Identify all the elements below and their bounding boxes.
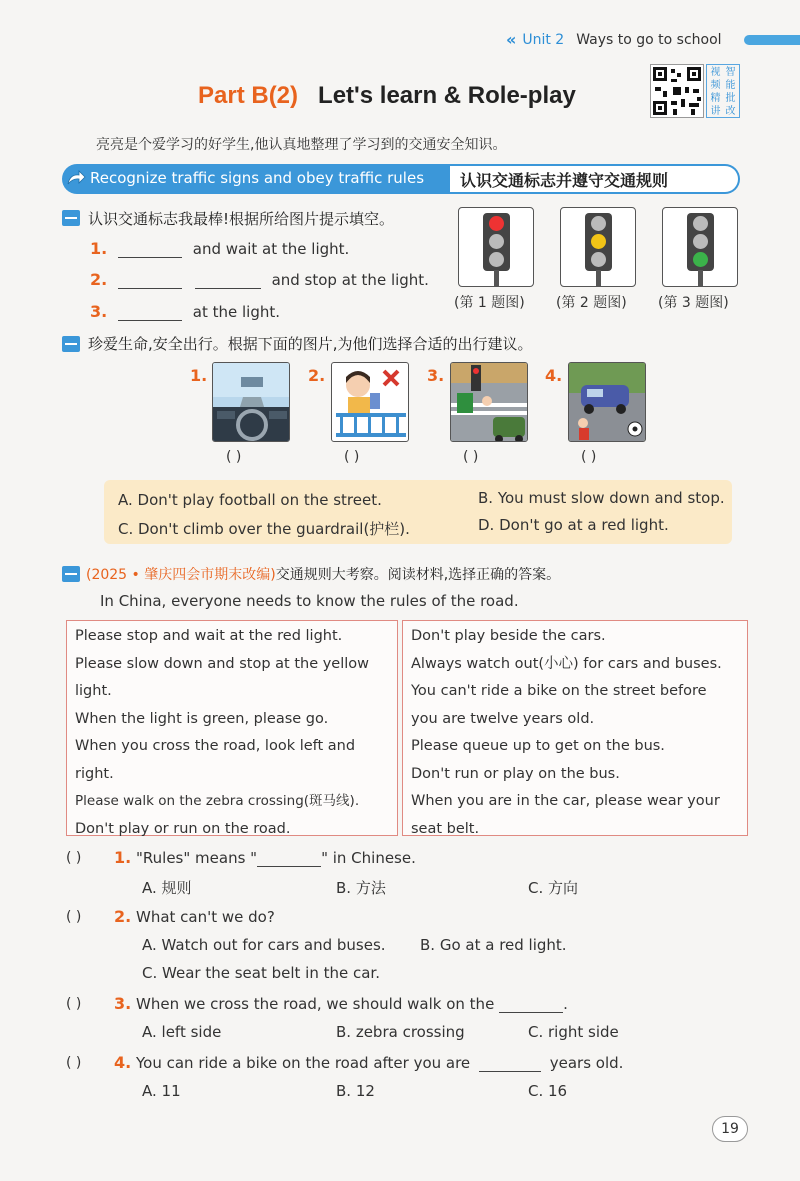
question-3	[114, 994, 568, 1013]
picture-number: 4.	[545, 366, 563, 385]
page-number: 19	[712, 1116, 748, 1142]
rules-right-box	[402, 620, 748, 836]
guardrail-picture	[331, 362, 409, 442]
lead-text: In China, everyone needs to know the rules of the road.	[100, 592, 519, 610]
section-icon	[62, 566, 80, 582]
rule-line: Don't run or play on the bus.	[411, 765, 620, 782]
rule-line: When you are in the car, please wear your	[411, 793, 720, 809]
arrow-icon	[66, 170, 86, 188]
answer-paren[interactable]: ( )	[344, 449, 360, 465]
answer-blank[interactable]	[118, 303, 182, 321]
unit-title: Ways to go to school	[576, 31, 722, 48]
question-text: What can't we do?	[136, 908, 275, 926]
question-text: You can ride a bike on the road after you are	[136, 1054, 471, 1072]
question-text: When we cross the road, we should walk on the	[136, 995, 495, 1013]
page-title	[198, 82, 576, 110]
section-icon	[62, 210, 80, 226]
rule-line: Please walk on the zebra crossing(斑马线).	[75, 793, 360, 809]
figure-caption: (第 2 题图)	[556, 295, 627, 311]
answer-paren[interactable]: ( )	[66, 996, 82, 1012]
question-text: "Rules" means "	[136, 849, 258, 867]
answer-paren[interactable]: ( )	[581, 449, 597, 465]
banner-english: Recognize traffic signs and obey traffic rules	[90, 169, 425, 187]
section3-title	[86, 564, 560, 584]
item-text: and stop at the light.	[271, 271, 429, 289]
question-number: 4.	[114, 1053, 132, 1072]
answer-paren[interactable]: ( )	[66, 909, 82, 925]
source-note: (2025 • 肇庆四会市期末改编)	[86, 567, 276, 583]
item-text: and wait at the light.	[192, 240, 350, 258]
rule-line: Please slow down and stop at the yellow	[75, 655, 370, 672]
section2-title: 珍爱生命,安全出行。根据下面的图片,为他们选择合适的出行建议。	[88, 335, 533, 353]
answer-paren[interactable]: ( )	[226, 449, 242, 465]
answer-blank[interactable]	[257, 851, 321, 867]
figure-caption: (第 3 题图)	[658, 295, 729, 311]
question-4	[114, 1053, 623, 1072]
answer-blank[interactable]	[195, 271, 261, 289]
option-a: A. Watch out for cars and buses.	[142, 936, 386, 954]
picture-number: 3.	[427, 366, 445, 385]
qr-char: 改	[725, 106, 736, 117]
qr-char: 频	[710, 80, 721, 91]
crossing-picture	[450, 362, 528, 442]
question-number: 1.	[114, 848, 132, 867]
part-label: Part B(2)	[198, 82, 299, 109]
item-text: at the light.	[192, 303, 281, 321]
question-text: " in Chinese.	[321, 849, 416, 867]
traffic-light-icon	[458, 207, 534, 287]
topic-banner	[62, 164, 740, 194]
fill-item-1	[90, 239, 349, 258]
option-a: A. 规则	[142, 879, 192, 897]
fill-item-2	[90, 270, 429, 289]
rule-line: seat belt.	[411, 820, 480, 837]
football-picture	[568, 362, 646, 442]
car-driving-picture	[212, 362, 290, 442]
answer-paren[interactable]: ( )	[66, 850, 82, 866]
rule-line: right.	[75, 765, 114, 782]
rules-left-box	[66, 620, 398, 836]
option-c: C. 方向	[528, 879, 579, 897]
option-a: A. 11	[142, 1082, 181, 1100]
answer-blank[interactable]	[118, 240, 182, 258]
unit-tag	[506, 30, 722, 49]
part-title: Let's learn & Role-play	[318, 82, 576, 109]
traffic-light-icon	[560, 207, 636, 287]
rule-line: Don't play or run on the road.	[75, 820, 291, 837]
chevron-double-left-icon: «	[506, 30, 517, 49]
qr-code-icon[interactable]	[650, 64, 704, 118]
option-c: C. Don't climb over the guardrail(护栏).	[118, 520, 410, 538]
option-a: A. Don't play football on the street.	[118, 491, 382, 509]
qr-char: 智	[725, 67, 736, 78]
question-text: years old.	[549, 1054, 624, 1072]
unit-label: Unit 2	[522, 31, 565, 48]
section3-title-text: 交通规则大考察。阅读材料,选择正确的答案。	[275, 567, 561, 583]
option-a: A. left side	[142, 1023, 222, 1041]
rule-line: Always watch out(小心) for cars and buses.	[411, 655, 722, 672]
section-icon	[62, 336, 80, 352]
qr-char: 能	[725, 80, 736, 91]
option-b: B. 12	[336, 1082, 375, 1100]
question-1	[114, 848, 416, 867]
qr-char: 批	[725, 93, 736, 104]
question-number: 3.	[114, 994, 132, 1013]
traffic-light-icon	[662, 207, 738, 287]
answer-blank[interactable]	[479, 1056, 541, 1072]
option-d: D. Don't go at a red light.	[478, 516, 669, 534]
option-b: B. You must slow down and stop.	[478, 489, 725, 507]
rule-line: When you cross the road, look left and	[75, 738, 356, 754]
question-number: 2.	[114, 907, 132, 926]
item-number: 1.	[90, 239, 108, 258]
rule-line: you are twelve years old.	[411, 710, 595, 727]
qr-side-label	[706, 64, 740, 118]
answer-paren[interactable]: ( )	[463, 449, 479, 465]
answer-blank[interactable]	[499, 997, 563, 1013]
question-2	[114, 907, 275, 926]
rule-line: Please stop and wait at the red light.	[75, 628, 343, 644]
rule-line: When the light is green, please go.	[75, 710, 329, 727]
option-c: C. 16	[528, 1082, 568, 1100]
rule-line: light.	[75, 683, 112, 699]
intro-text: 亮亮是个爱学习的好学生,他认真地整理了学习到的交通安全知识。	[96, 137, 507, 153]
banner-chinese: 认识交通标志并遵守交通规则	[460, 171, 669, 190]
question-text: .	[563, 995, 568, 1013]
option-c: C. right side	[528, 1023, 619, 1041]
answer-blank[interactable]	[118, 271, 182, 289]
unit-bar	[744, 35, 800, 45]
picture-number: 2.	[308, 366, 326, 385]
option-b: B. zebra crossing	[336, 1023, 465, 1041]
figure-caption: (第 1 题图)	[454, 295, 525, 311]
qr-char: 讲	[710, 106, 721, 117]
rule-line: You can't ride a bike on the street before	[411, 683, 707, 699]
option-b: B. Go at a red light.	[420, 936, 567, 954]
fill-item-3	[90, 302, 280, 321]
item-number: 2.	[90, 270, 108, 289]
rule-line: Please queue up to get on the bus.	[411, 738, 665, 754]
qr-char: 精	[710, 93, 721, 104]
rule-line: Don't play beside the cars.	[411, 628, 606, 644]
item-number: 3.	[90, 302, 108, 321]
section1-title: 认识交通标志我最棒!根据所给图片提示填空。	[88, 210, 395, 228]
option-c: C. Wear the seat belt in the car.	[142, 964, 380, 982]
option-b: B. 方法	[336, 879, 386, 897]
qr-char: 视	[710, 67, 721, 78]
picture-number: 1.	[190, 366, 208, 385]
answer-paren[interactable]: ( )	[66, 1055, 82, 1071]
